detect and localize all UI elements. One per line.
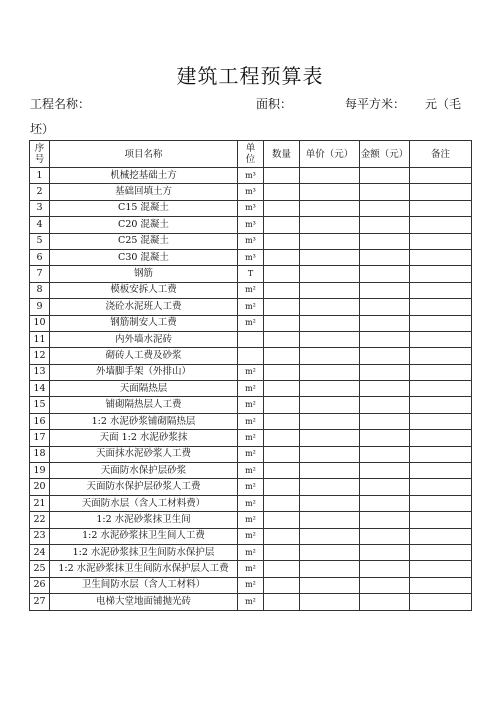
- row-unit: [238, 348, 264, 364]
- row-remark: [410, 544, 472, 560]
- row-number: 5: [30, 233, 50, 249]
- row-quantity: [264, 168, 300, 184]
- row-item-name: 钢筋制安人工费: [50, 315, 238, 331]
- row-quantity: [264, 381, 300, 397]
- row-remark: [410, 168, 472, 184]
- row-remark: [410, 184, 472, 200]
- row-unit: m³: [238, 184, 264, 200]
- row-unit-price: [300, 495, 360, 511]
- row-unit: m²: [238, 463, 264, 479]
- table-row: [30, 233, 472, 249]
- row-unit-price: [300, 217, 360, 233]
- row-remark: [410, 528, 472, 544]
- row-remark: [410, 446, 472, 462]
- row-unit-price: [300, 249, 360, 265]
- row-number: 27: [30, 594, 50, 610]
- table-row: [30, 200, 472, 216]
- header-item: 项目名称: [50, 141, 238, 168]
- row-amount: [360, 479, 410, 495]
- row-unit: m³: [238, 200, 264, 216]
- row-amount: [360, 446, 410, 462]
- row-item-name: C15 混凝土: [50, 200, 238, 216]
- row-amount: [360, 184, 410, 200]
- table-row: [30, 544, 472, 560]
- row-item-name: 1:2 水泥砂浆铺砌隔热层: [50, 413, 238, 429]
- row-unit-price: [300, 479, 360, 495]
- row-remark: [410, 233, 472, 249]
- table-row: [30, 561, 472, 577]
- row-item-name: C20 混凝土: [50, 217, 238, 233]
- table-row: [30, 594, 472, 610]
- row-quantity: [264, 577, 300, 593]
- row-number: 14: [30, 381, 50, 397]
- row-unit-price: [300, 463, 360, 479]
- row-item-name: 砌砖人工费及砂浆: [50, 348, 238, 364]
- row-number: 24: [30, 544, 50, 560]
- row-unit: m³: [238, 217, 264, 233]
- row-number: 12: [30, 348, 50, 364]
- header-seq: 序号: [30, 141, 50, 168]
- row-unit: m²: [238, 315, 264, 331]
- row-quantity: [264, 544, 300, 560]
- header-amount: 金额（元）: [360, 141, 410, 168]
- row-item-name: 模板安拆人工费: [50, 282, 238, 298]
- row-remark: [410, 282, 472, 298]
- row-amount: [360, 249, 410, 265]
- row-quantity: [264, 463, 300, 479]
- table-row: [30, 168, 472, 184]
- row-number: 22: [30, 512, 50, 528]
- row-number: 1: [30, 168, 50, 184]
- table-row: [30, 249, 472, 265]
- row-quantity: [264, 315, 300, 331]
- table-row: [30, 348, 472, 364]
- header-unit: 单位: [238, 141, 264, 168]
- row-quantity: [264, 282, 300, 298]
- row-quantity: [264, 233, 300, 249]
- table-row: [30, 413, 472, 429]
- row-remark: [410, 463, 472, 479]
- row-number: 25: [30, 561, 50, 577]
- row-quantity: [264, 249, 300, 265]
- row-number: 2: [30, 184, 50, 200]
- row-unit-price: [300, 446, 360, 462]
- row-quantity: [264, 200, 300, 216]
- table-row: [30, 495, 472, 511]
- row-item-name: 浇砼水泥班人工费: [50, 299, 238, 315]
- meta-continuation: 坯）: [30, 122, 55, 136]
- row-remark: [410, 331, 472, 347]
- row-unit-price: [300, 348, 360, 364]
- row-remark: [410, 512, 472, 528]
- row-quantity: [264, 561, 300, 577]
- table-row: [30, 528, 472, 544]
- row-number: 21: [30, 495, 50, 511]
- row-amount: [360, 266, 410, 282]
- row-number: 8: [30, 282, 50, 298]
- row-quantity: [264, 364, 300, 380]
- row-unit: m²: [238, 397, 264, 413]
- row-unit: m²: [238, 561, 264, 577]
- row-quantity: [264, 413, 300, 429]
- row-remark: [410, 364, 472, 380]
- row-amount: [360, 168, 410, 184]
- row-number: 13: [30, 364, 50, 380]
- row-remark: [410, 479, 472, 495]
- row-unit: m³: [238, 233, 264, 249]
- row-item-name: 卫生间防水层（含人工材料）: [50, 577, 238, 593]
- row-item-name: 1:2 水泥砂浆抹卫生间防水保护层人工费: [50, 561, 238, 577]
- row-unit-price: [300, 331, 360, 347]
- row-remark: [410, 561, 472, 577]
- row-item-name: 机械挖基础土方: [50, 168, 238, 184]
- row-unit: [238, 331, 264, 347]
- row-unit-price: [300, 430, 360, 446]
- row-quantity: [264, 348, 300, 364]
- row-quantity: [264, 495, 300, 511]
- row-item-name: 天面防水保护层砂浆: [50, 463, 238, 479]
- row-amount: [360, 397, 410, 413]
- row-number: 23: [30, 528, 50, 544]
- budget-table: [29, 140, 472, 611]
- row-quantity: [264, 184, 300, 200]
- table-row: [30, 430, 472, 446]
- row-amount: [360, 233, 410, 249]
- table-row: [30, 479, 472, 495]
- row-unit: m²: [238, 544, 264, 560]
- table-row: [30, 463, 472, 479]
- table-row: [30, 266, 472, 282]
- table-row: [30, 397, 472, 413]
- row-number: 19: [30, 463, 50, 479]
- row-unit: m²: [238, 577, 264, 593]
- row-item-name: 天面隔热层: [50, 381, 238, 397]
- row-quantity: [264, 397, 300, 413]
- row-quantity: [264, 446, 300, 462]
- row-item-name: 铺砌隔热层人工费: [50, 397, 238, 413]
- row-remark: [410, 200, 472, 216]
- row-amount: [360, 217, 410, 233]
- row-amount: [360, 364, 410, 380]
- row-unit: m²: [238, 495, 264, 511]
- area-label: 面积：: [256, 97, 293, 111]
- table-row: [30, 446, 472, 462]
- row-remark: [410, 594, 472, 610]
- table-row: [30, 381, 472, 397]
- row-unit-price: [300, 561, 360, 577]
- row-item-name: 钢筋: [50, 266, 238, 282]
- row-item-name: 电梯大堂地面铺抛光砖: [50, 594, 238, 610]
- per-sqm-label: 每平方米：: [345, 97, 406, 111]
- row-unit: m²: [238, 528, 264, 544]
- project-name-label: 工程名称：: [30, 97, 91, 111]
- row-item-name: 天面抹水泥砂浆人工费: [50, 446, 238, 462]
- yuan-label: 元（毛: [425, 97, 462, 111]
- row-unit: m²: [238, 282, 264, 298]
- table-row: [30, 577, 472, 593]
- row-item-name: 天面防水层（含人工材料费）: [50, 495, 238, 511]
- row-item-name: 1:2 水泥砂浆抹卫生间防水保护层: [50, 544, 238, 560]
- row-number: 3: [30, 200, 50, 216]
- row-unit-price: [300, 544, 360, 560]
- row-amount: [360, 299, 410, 315]
- row-amount: [360, 200, 410, 216]
- header-price: 单价（元）: [300, 141, 360, 168]
- row-number: 20: [30, 479, 50, 495]
- row-unit: T: [238, 266, 264, 282]
- row-quantity: [264, 479, 300, 495]
- row-unit-price: [300, 266, 360, 282]
- row-item-name: C25 混凝土: [50, 233, 238, 249]
- row-amount: [360, 594, 410, 610]
- row-number: 4: [30, 217, 50, 233]
- row-number: 9: [30, 299, 50, 315]
- row-amount: [360, 512, 410, 528]
- row-remark: [410, 397, 472, 413]
- row-unit-price: [300, 397, 360, 413]
- row-number: 18: [30, 446, 50, 462]
- row-number: 16: [30, 413, 50, 429]
- row-number: 10: [30, 315, 50, 331]
- row-unit: m²: [238, 512, 264, 528]
- table-row: [30, 217, 472, 233]
- row-quantity: [264, 528, 300, 544]
- row-amount: [360, 561, 410, 577]
- row-amount: [360, 348, 410, 364]
- row-item-name: 天面 1:2 水泥砂浆抹: [50, 430, 238, 446]
- row-quantity: [264, 512, 300, 528]
- row-unit-price: [300, 381, 360, 397]
- row-unit-price: [300, 512, 360, 528]
- row-unit-price: [300, 299, 360, 315]
- table-row: [30, 299, 472, 315]
- row-amount: [360, 528, 410, 544]
- row-remark: [410, 381, 472, 397]
- row-item-name: 天面防水保护层砂浆人工费: [50, 479, 238, 495]
- row-amount: [360, 413, 410, 429]
- header-remark: 备注: [410, 141, 472, 168]
- row-unit-price: [300, 364, 360, 380]
- row-item-name: 内外墙水泥砖: [50, 331, 238, 347]
- row-unit-price: [300, 577, 360, 593]
- row-remark: [410, 217, 472, 233]
- row-remark: [410, 249, 472, 265]
- row-unit-price: [300, 282, 360, 298]
- row-amount: [360, 331, 410, 347]
- row-number: 15: [30, 397, 50, 413]
- header-qty: 数量: [264, 141, 300, 168]
- row-number: 26: [30, 577, 50, 593]
- row-remark: [410, 315, 472, 331]
- row-unit-price: [300, 594, 360, 610]
- row-amount: [360, 495, 410, 511]
- row-item-name: 基础回填土方: [50, 184, 238, 200]
- row-quantity: [264, 266, 300, 282]
- row-amount: [360, 381, 410, 397]
- row-unit-price: [300, 233, 360, 249]
- row-remark: [410, 495, 472, 511]
- row-quantity: [264, 217, 300, 233]
- row-unit: m²: [238, 430, 264, 446]
- row-amount: [360, 430, 410, 446]
- row-unit: m²: [238, 364, 264, 380]
- row-unit: m²: [238, 479, 264, 495]
- row-quantity: [264, 299, 300, 315]
- row-number: 11: [30, 331, 50, 347]
- table-row: [30, 331, 472, 347]
- row-amount: [360, 577, 410, 593]
- table-row: [30, 364, 472, 380]
- row-amount: [360, 463, 410, 479]
- table-header-row: [30, 141, 472, 168]
- row-amount: [360, 544, 410, 560]
- row-unit-price: [300, 184, 360, 200]
- row-remark: [410, 266, 472, 282]
- row-number: 6: [30, 249, 50, 265]
- row-unit: m²: [238, 381, 264, 397]
- row-unit: m³: [238, 168, 264, 184]
- table-row: [30, 184, 472, 200]
- row-unit: m²: [238, 413, 264, 429]
- table-row: [30, 315, 472, 331]
- row-number: 17: [30, 430, 50, 446]
- row-item-name: C30 混凝土: [50, 249, 238, 265]
- row-quantity: [264, 331, 300, 347]
- row-unit-price: [300, 315, 360, 331]
- row-amount: [360, 282, 410, 298]
- row-remark: [410, 348, 472, 364]
- page-title: 建筑工程预算表: [176, 64, 324, 88]
- row-unit-price: [300, 413, 360, 429]
- row-remark: [410, 430, 472, 446]
- row-number: 7: [30, 266, 50, 282]
- table-row: [30, 282, 472, 298]
- row-unit-price: [300, 200, 360, 216]
- row-amount: [360, 315, 410, 331]
- row-unit-price: [300, 168, 360, 184]
- row-remark: [410, 299, 472, 315]
- row-unit-price: [300, 528, 360, 544]
- row-remark: [410, 577, 472, 593]
- row-unit: m³: [238, 249, 264, 265]
- row-unit: m²: [238, 446, 264, 462]
- row-quantity: [264, 430, 300, 446]
- row-item-name: 1:2 水泥砂浆抹卫生间人工费: [50, 528, 238, 544]
- row-unit: m²: [238, 594, 264, 610]
- row-quantity: [264, 594, 300, 610]
- table-row: [30, 512, 472, 528]
- row-unit: m²: [238, 299, 264, 315]
- row-item-name: 1:2 水泥砂浆抹卫生间: [50, 512, 238, 528]
- row-remark: [410, 413, 472, 429]
- row-item-name: 外墙脚手架（外排山）: [50, 364, 238, 380]
